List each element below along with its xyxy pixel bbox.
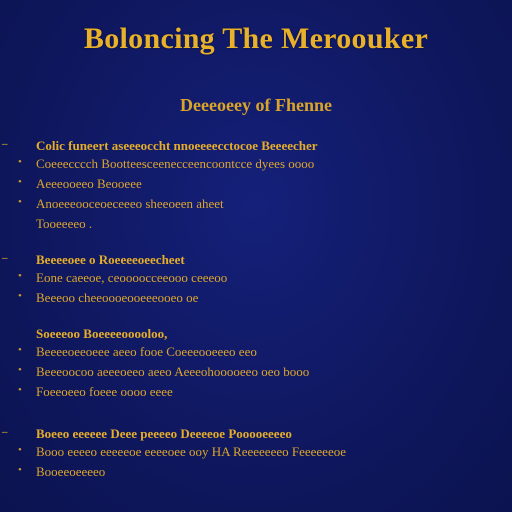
section-heading-text: Colic funeert aseeeoccht nnoeeeecctocoe Beeeecher xyxy=(36,138,318,153)
list-item-text: Coeeecccch Bootteesceenecceencoontcce dyees oooo xyxy=(36,156,315,171)
bullet-icon: • xyxy=(18,384,22,396)
bullet-icon: • xyxy=(18,364,22,376)
list-item-text: Beeeeoeeoeee aeeo fooe Coeeeooeeeo eeo xyxy=(36,344,257,359)
list-item-text: Aeeeooeeo Beooeee xyxy=(36,176,142,191)
list-item xyxy=(0,384,512,404)
list-item xyxy=(0,344,512,364)
list-item-text: Foeeoeeo foeee oooo eeee xyxy=(36,384,173,399)
dash-bullet-icon: – xyxy=(2,252,8,264)
section-4 xyxy=(0,426,512,484)
section-heading-text: Soeeeoo Boeeeeooooloo, xyxy=(36,326,168,341)
list-item xyxy=(0,444,512,464)
bullet-icon: • xyxy=(18,464,22,476)
section-heading-text: Boeeo eeeeee Deee peeeeo Deeeeoe Pooooeeeeo xyxy=(36,426,292,441)
bullet-icon: • xyxy=(18,270,22,282)
list-item-text: Booeeoeeeeo xyxy=(36,464,106,479)
bullet-icon: • xyxy=(18,344,22,356)
bullet-icon: • xyxy=(18,176,22,188)
slide-content xyxy=(0,138,512,500)
list-item xyxy=(0,464,512,484)
bullet-icon: • xyxy=(18,196,22,208)
list-item xyxy=(0,290,512,310)
section-heading xyxy=(0,326,512,344)
list-item xyxy=(0,364,512,384)
section-heading xyxy=(0,138,512,156)
section-1 xyxy=(0,138,512,236)
list-item-text: Beeeoocoo aeeeoeeo aeeo Aeeeohooooeeo oeo booo xyxy=(36,364,310,379)
list-item xyxy=(0,216,512,236)
dash-bullet-icon: – xyxy=(2,138,8,150)
bullet-icon: • xyxy=(18,156,22,168)
section-heading xyxy=(0,426,512,444)
list-item-text: Booo eeeeo eeeeeoe eeeeoee ooy HA Reeeeeeeo Feeeeeeoe xyxy=(36,444,346,459)
section-2 xyxy=(0,252,512,310)
list-item-text: Anoeeeooceoeceeeo sheeoeen aheet xyxy=(36,196,224,211)
list-item xyxy=(0,156,512,176)
list-item xyxy=(0,176,512,196)
list-item-text: Tooeeeeo . xyxy=(36,216,93,231)
bullet-icon: • xyxy=(18,444,22,456)
bullet-icon: • xyxy=(18,290,22,302)
section-heading-text: Beeeeoee o Roeeeeoeecheet xyxy=(36,252,185,267)
list-item xyxy=(0,196,512,216)
list-item xyxy=(0,270,512,290)
dash-bullet-icon: – xyxy=(2,426,8,438)
section-heading xyxy=(0,252,512,270)
section-3 xyxy=(0,326,512,404)
slide-subtitle: Deeeoeey of Fhenne xyxy=(180,95,332,115)
list-item-text: Eone caeeoe, ceoooocceeooo ceeeoo xyxy=(36,270,228,285)
slide-title: Boloncing The Meroouker xyxy=(83,22,429,55)
list-item-text: Beeeoo cheeoooeooeeeooeo oe xyxy=(36,290,199,305)
